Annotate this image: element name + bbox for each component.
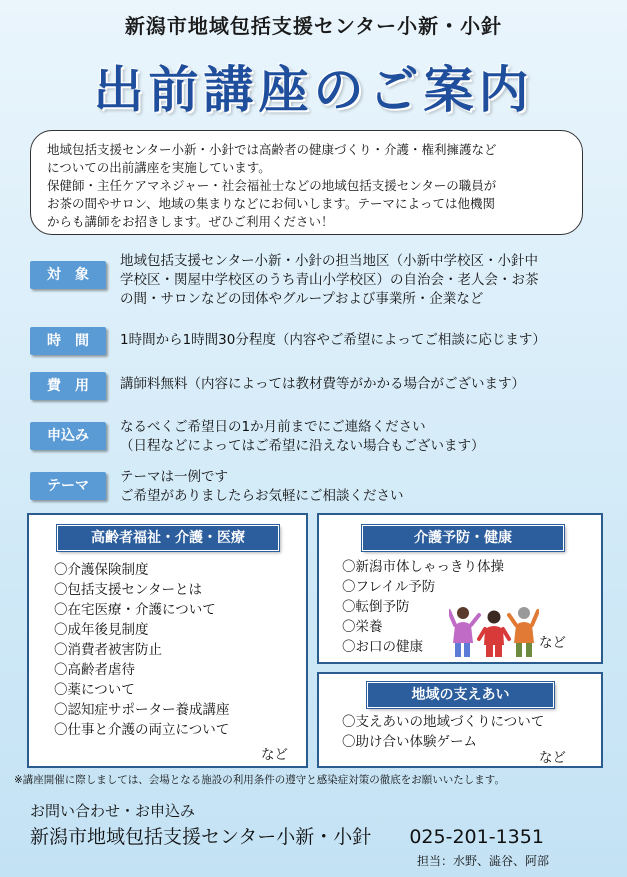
application-line: （日程などによってはご希望に沿えない場合もございます） xyxy=(120,438,485,454)
welfare-theme-header: 高齢者福祉・介護・医療 xyxy=(57,525,279,551)
notice-text: ※講座開催に際しましては、会場となる施設の利用条件の遵守と感染症対策の徹底をお願いいたします。 xyxy=(14,774,505,786)
list-item: 〇介護保険制度 xyxy=(54,562,149,578)
exercising-person-icon xyxy=(509,607,538,657)
list-item: 〇お口の健康 xyxy=(342,639,423,655)
exercising-person-icon xyxy=(449,607,479,657)
organization-name: 新潟市地域包括支援センター小新・小針 xyxy=(124,14,503,38)
intro-line: についての出前講座を実施しています。 xyxy=(47,160,271,175)
contact-staff: 担当：水野、澁谷、阿部 xyxy=(417,854,550,868)
application-line: なるべくご希望日の1か月前までにご連絡ください xyxy=(120,419,426,435)
theme-line: ご希望がありましたらお気軽にご相談ください xyxy=(120,488,404,504)
exercising-person-icon xyxy=(479,611,509,658)
contact-line xyxy=(30,822,544,849)
theme-text xyxy=(120,468,615,506)
community-etc: など xyxy=(539,750,566,766)
community-theme-header: 地域の支えあい xyxy=(367,682,554,708)
list-item: 〇薬について xyxy=(54,682,135,698)
list-item: 〇認知症サポーター養成講座 xyxy=(54,702,230,718)
contact-name: 新潟市地域包括支援センター小新・小針 xyxy=(30,826,372,848)
list-item: 〇消費者被害防止 xyxy=(54,642,162,658)
contact-heading: お問い合わせ・お申込み xyxy=(30,802,196,820)
intro-line: 地域包括支援センター小新・小針では高齢者の健康づくり・介護・権利擁護など xyxy=(47,142,497,157)
target-line: 地域包括支援センター小新・小針の担当地区（小新中学校区・小針中 xyxy=(120,253,538,269)
target-line: 学校区・関屋中学校区のうち青山小学校区）の自治会・老人会・お茶 xyxy=(120,272,539,288)
list-item: 〇栄養 xyxy=(342,619,383,635)
page-title: 出前講座のご案内 xyxy=(93,61,534,119)
target-text xyxy=(120,252,615,309)
community-theme-list xyxy=(342,712,544,752)
intro-line: からも講師をお招きします。ぜひご利用ください！ xyxy=(47,214,334,229)
list-item: 〇新潟市体しゃっきり体操 xyxy=(342,559,504,575)
list-item: 〇助け合い体験ゲーム xyxy=(342,734,477,750)
theme-label: テーマ xyxy=(30,472,106,500)
prevention-etc: など xyxy=(539,635,566,651)
list-item: 〇支えあいの地域づくりについて xyxy=(342,714,545,730)
application-label: 申込み xyxy=(30,422,106,450)
intro-line: 保健師・主任ケアマネジャー・社会福祉士などの地域包括支援センターの職員が xyxy=(47,178,497,193)
list-item: 〇包括支援センターとは xyxy=(54,582,202,598)
time-line: 1時間から1時間30分程度（内容やご希望によってご相談に応じます） xyxy=(120,332,546,348)
theme-line: テーマは一例です xyxy=(120,469,228,485)
list-item: 〇フレイル予防 xyxy=(342,579,436,595)
application-text xyxy=(120,418,615,456)
time-label: 時 間 xyxy=(30,327,106,355)
welfare-etc: など xyxy=(261,747,288,763)
target-line: の間・サロンなどの団体やグループおよび事業所・企業など xyxy=(120,291,484,307)
prevention-theme-box xyxy=(317,513,603,664)
time-text xyxy=(120,331,615,350)
fee-text xyxy=(120,375,615,394)
list-item: 〇在宅医療・介護について xyxy=(54,602,216,618)
exercise-people-illustration xyxy=(449,603,539,659)
welfare-theme-box xyxy=(27,513,308,768)
list-item: 〇転倒予防 xyxy=(342,599,410,615)
intro-box xyxy=(30,130,583,235)
fee-label: 費 用 xyxy=(30,372,106,400)
intro-line: お茶の間やサロン、地域の集まりなどにお伺いします。テーマによっては他機関 xyxy=(47,196,496,211)
prevention-theme-header: 介護予防・健康 xyxy=(362,525,564,551)
list-item: 〇成年後見制度 xyxy=(54,622,149,638)
target-label: 対 象 xyxy=(30,261,106,289)
list-item: 〇高齢者虐待 xyxy=(54,662,135,678)
list-item: 〇仕事と介護の両立について xyxy=(54,722,230,738)
community-theme-box xyxy=(317,672,603,768)
contact-phone[interactable]: 025-201-1351 xyxy=(409,826,544,848)
fee-line: 講師料無料（内容によっては教材費等がかかる場合がございます） xyxy=(120,376,525,392)
welfare-theme-list xyxy=(54,560,230,740)
